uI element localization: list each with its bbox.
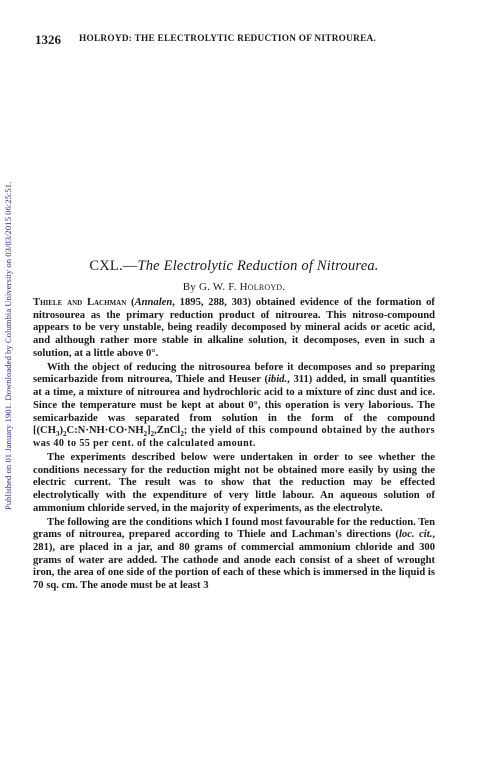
paragraph-3-text: The experiments described below were undertaken in order to see whether the conditions necessary for the reduction might not be obtained more easily by using the electric current. The result was to show that the reduction may be effected electrolytically with the expenditure of very little labour. An aqueous solution of ammonium chloride served, in the majority of experiments, as the electrolyte. [33,451,435,514]
author-name: G. W. F. Holroyd. [198,281,286,293]
formula-part: ] [147,425,151,437]
article-title [33,258,435,275]
formula-subscript: 2 [150,430,155,439]
formula-part: ,ZnCl [154,425,181,437]
ibid-reference: ibid. [267,374,288,386]
paragraph-3 [33,452,435,516]
running-title: HOLROYD: THE ELECTROLYTIC REDUCTION OF NITROUREA. [79,34,377,44]
cited-authors: Thiele and Lachman [33,297,127,308]
article-body [33,297,435,593]
loc-cit-reference: loc. cit. [398,529,433,541]
article-number: CXL.— [89,258,138,274]
paragraph-2-text-g: ; the yield of this compound obtained by the authors was 40 to 55 per cent. of the calculated amount. [33,425,435,449]
citation-year: , 1895, [172,297,204,308]
paragraph-4-text-b: , 281), are placed in a jar, and 80 grams of commercial ammonium chloride and 300 grams of water are added. The cathode and anode each consist of a sheet of wrought iron, the area of one side of the portion of each of these which is immersed in the liquid is 70 sq. cm. The anode must be at least 3 [33,529,436,592]
formula-subscript: 2 [143,430,148,439]
download-margin-note [3,90,13,510]
article-title-text: The Electrolytic Reduction of Nitrourea. [137,258,379,274]
formula-part: C:N·NH·CO·NH [66,425,144,437]
paragraph-1: Thiele and Lachman (Annalen, 1895, 288, 303) obtained evidence of the formation of nitrosourea as the primary reduction product of nitrourea. This nitroso-compound appears to be very unstable, being readily decomposed by mineral acids or acetic acid, and although rather more stable in alkaline solution, it decomposes, even in such a solution, at a little above 0°. [33,297,435,359]
citation-page: , 303) [224,297,252,308]
page-number: 1326 [35,32,61,47]
formula-subscript: 2 [62,430,67,439]
paragraph-4 [33,517,435,593]
paragraph-4-text-a: The following are the conditions which I found most favourable for the reduction. Ten grams of nitrourea, prepared according to Thiele and Lachman's directions ( [33,516,435,541]
byline [33,281,435,293]
paragraph-2-text-b: , 311) added, in small quantities at a time, a mixture of nitrourea and hydrochloric acid to a mixture of zinc dust and ice. Since the temperature must be kept at about 0°, this operation is very laborious. The semicarbazide was separated from solution in the form of the compound [(CH [33,374,435,437]
paragraph-2-text-a: With the object of reducing the nitrosourea before it decomposes and so preparing semicarbazide from nitrourea, Thiele and Heuser ( [33,361,435,386]
formula-subscript: 2 [180,430,184,439]
paragraph-2 [33,362,435,451]
byline-prefix: By [182,281,196,293]
download-notice-text: Published on 01 January 1901. Downloaded by Columbia University on 03/03/2015 06:25:51. [3,181,13,510]
running-header [33,32,435,48]
journal-name: Annalen [134,297,173,308]
formula-subscript: 3 [55,430,60,439]
paragraph-1-text: obtained evidence of the formation of nitrosourea as the primary reduction product of nitrourea. This nitroso-compound appears to be very unstable, being readily decomposed by mineral acids or acetic acid, and although rather more stable in alkaline solution, it decomposes, even in such a solution, at a little above 0°. [33,297,435,359]
formula-part: ) [59,425,63,437]
citation-volume: 288 [208,297,225,308]
